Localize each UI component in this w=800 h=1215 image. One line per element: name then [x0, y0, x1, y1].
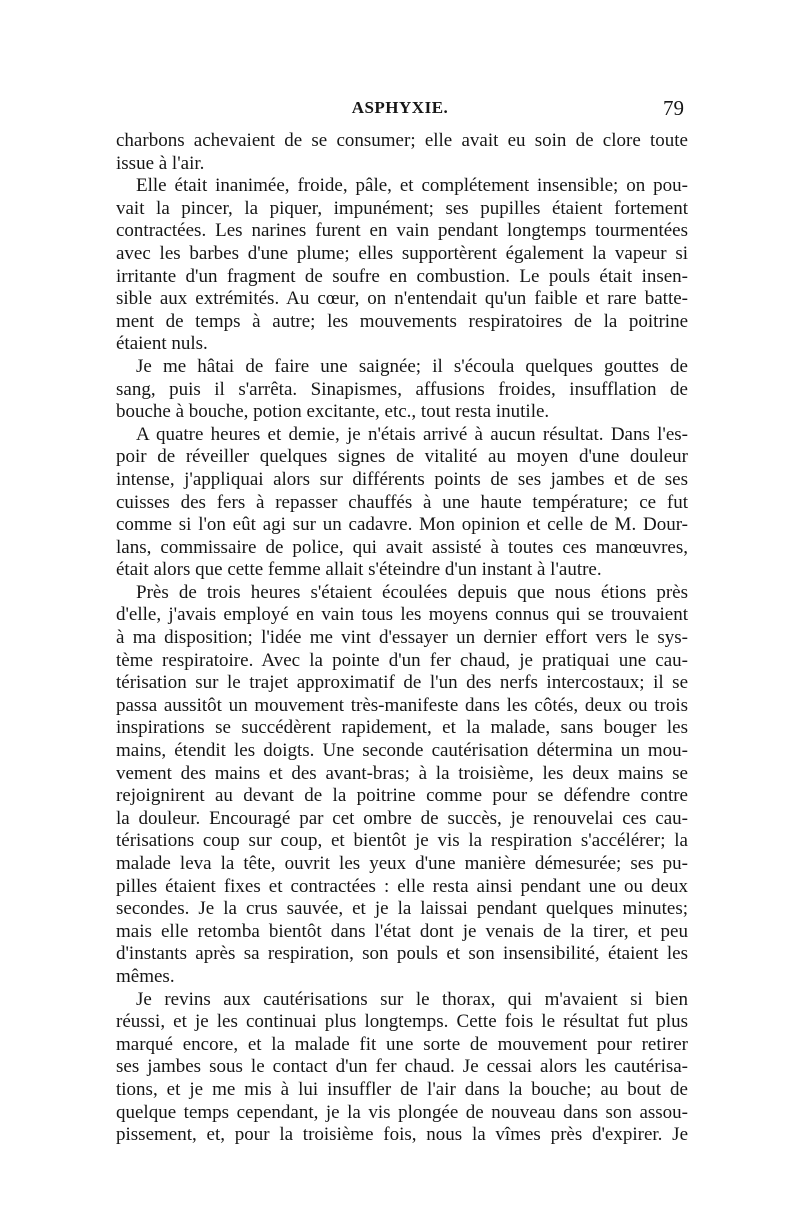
text-line: pilles étaient fixes et contractées : elle resta ainsi pendant une ou deux: [116, 875, 688, 897]
text-line: charbons achevaient de se consumer; elle avait eu soin de clore toute: [116, 130, 688, 151]
text-line: marqué encore, et la malade fit une sorte de mouvement pour retirer: [116, 1033, 688, 1055]
text-line: Près de trois heures s'étaient écoulées depuis que nous étions près: [136, 581, 688, 603]
text-line: Je revins aux cautérisations sur le thorax, qui m'avaient si bien: [136, 988, 688, 1010]
text-line: A quatre heures et demie, je n'étais arrivé à aucun résultat. Dans l'es-: [136, 423, 688, 445]
text-line: irritante d'un fragment de soufre en combustion. Le pouls était insen-: [116, 265, 688, 287]
text-line: comme si l'on eût agi sur un cadavre. Mon opinion et celle de M. Dour-: [116, 514, 688, 536]
text-line: contractées. Les narines furent en vain pendant longtemps tourmentées: [116, 220, 688, 242]
text-line: avec les barbes d'une plume; elles supportèrent également la vapeur si: [116, 242, 688, 264]
text-line: malade leva la tête, ouvrit les yeux d'une manière démesurée; ses pu-: [116, 853, 688, 874]
page-number: 79: [663, 96, 684, 120]
text-line: vait la pincer, la piquer, impunément; ses pupilles étaient fortement: [116, 197, 688, 219]
body-text: [116, 130, 688, 1147]
running-title: ASPHYXIE.: [351, 98, 449, 117]
text-line: cuisses des fers à repasser chauffés à une haute température; ce fut: [116, 491, 688, 513]
text-line: secondes. Je la crus sauvée, et je la laissai pendant quelques minutes;: [116, 898, 688, 920]
text-line: intense, j'appliquai alors sur différents points de ses jambes et de ses: [116, 468, 688, 490]
page-header: [116, 98, 684, 122]
text-line: était alors que cette femme allait s'éteindre d'un instant à l'autre.: [116, 559, 602, 581]
text-line: mêmes.: [116, 965, 175, 987]
text-line: rejoignirent au devant de la poitrine comme pour se défendre contre: [116, 785, 688, 807]
text-line: sang, puis il s'arrêta. Sinapismes, affusions froides, insufflation de: [116, 378, 688, 400]
text-line: térisations coup sur coup, et bientôt je vis la respiration s'accélérer; la: [116, 830, 688, 852]
text-line: térisation sur le trajet approximatif de l'un des nerfs intercostaux; il se: [116, 672, 688, 694]
text-line: passa aussitôt un mouvement très-manifeste dans les côtés, deux ou trois: [116, 694, 688, 716]
text-line: vement des mains et des avant-bras; à la troisième, les deux mains se: [116, 762, 688, 784]
text-line: à ma disposition; l'idée me vint d'essayer un dernier effort vers le sys-: [116, 627, 688, 649]
text-line: d'instants après sa respiration, son pouls et son insensibilité, étaient les: [116, 943, 688, 965]
text-line: ses jambes sous le contact d'un fer chaud. Je cessai alors les cautérisa-: [116, 1056, 688, 1078]
text-line: sible aux extrémités. Au cœur, on n'entendait qu'un faible et rare batte-: [116, 288, 688, 310]
text-line: tème respiratoire. Avec la pointe d'un fer chaud, je pratiquai une cau-: [116, 649, 688, 671]
text-line: Je me hâtai de faire une saignée; il s'écoula quelques gouttes de: [136, 355, 688, 377]
text-line: lans, commissaire de police, qui avait assisté à toutes ces manœuvres,: [116, 536, 688, 558]
text-line: inspirations se succédèrent rapidement, et la malade, sans bouger les: [116, 717, 688, 739]
text-line: d'elle, j'avais employé en vain tous les moyens connus qui se trouvaient: [116, 604, 688, 626]
text-line: poir de réveiller quelques signes de vitalité au moyen d'une douleur: [116, 446, 688, 468]
text-line: bouche à bouche, potion excitante, etc., tout resta inutile.: [116, 401, 550, 423]
text-line: mais elle retomba bientôt dans l'état dont je venais de la tirer, et peu: [116, 920, 688, 942]
text-line: réussi, et je les continuai plus longtemps. Cette fois le résultat fut plus: [116, 1011, 688, 1033]
text-line: Elle était inanimée, froide, pâle, et complétement insensible; on pou-: [136, 175, 688, 197]
text-line: pissement, et, pour la troisième fois, nous la vîmes près d'expirer. Je: [116, 1124, 688, 1146]
text-line: la douleur. Encouragé par cet ombre de succès, je renouvelai ces cau-: [116, 807, 688, 829]
text-line: mains, étendit les doigts. Une seconde cautérisation détermina un mou-: [116, 740, 688, 762]
text-line: étaient nuls.: [116, 333, 208, 355]
text-line: ment de temps à autre; les mouvements respiratoires de la poitrine: [116, 310, 688, 332]
text-line: tions, et je me mis à lui insuffler de l'air dans la bouche; au bout de: [116, 1078, 688, 1100]
text-line: quelque temps cependant, je la vis plongée de nouveau dans son assou-: [116, 1101, 688, 1123]
text-line: issue à l'air.: [116, 152, 205, 174]
